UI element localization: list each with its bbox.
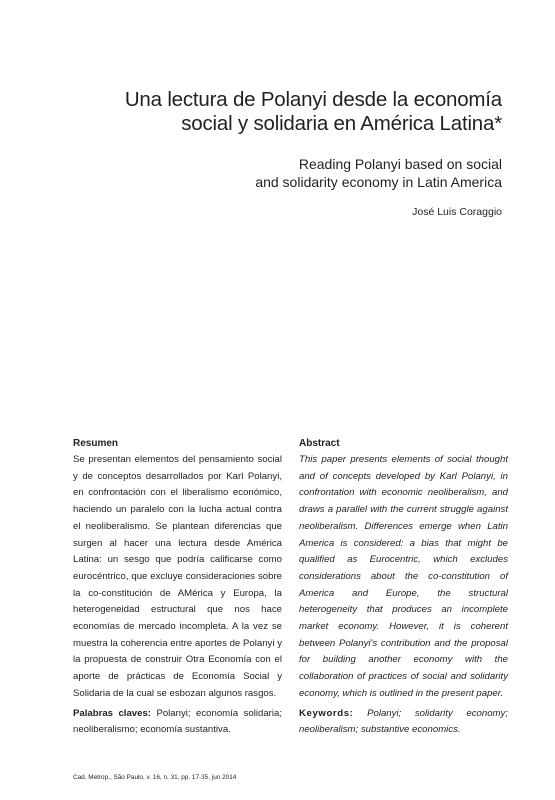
- resumen-heading: Resumen: [73, 438, 119, 449]
- english-title-line-1: Reading Polanyi based on social: [298, 156, 502, 172]
- english-title-line-2: and solidarity economy in Latin America: [255, 174, 502, 190]
- abstract-section: [299, 437, 508, 739]
- resumen-section: [73, 437, 282, 739]
- keywords: [299, 706, 508, 739]
- abstract-body: This paper presents elements of social thought and of concepts developed by Karl Polanyi, in confrontation with economic neoliberalism, and draws a parallel with the current struggle against neoliberalism. Differences emerge when Latin America is considered: a bias that might be qualified as Eurocentric, which excludes considerations about the co-constitution of America and Europe, the structural heterogeneity that produces an incomplete market economy. However, it is coherent between Polanyi's contribution and the proposal for building another economy with the collaboration of practices of social and solidarity economy, which is outlined in the present paper.: [299, 454, 508, 699]
- title-line-2: social y solidaria en América Latina*: [181, 112, 502, 135]
- resumen-body: Se presentan elementos del pensamiento social y de conceptos desarrollados por Karl Polanyi, en confrontación con el liberalismo económico, haciendo un paralelo con la lucha actual contra el neoliberalismo. Se plantean diferencias que surgen al hacer una lectura desde América Latina: un sesgo que podría calificarse como eurocéntrico, que excluye consideraciones sobre la co-constitución de AMérica y Europa, la heterogeneidad estructural que nos hace economías de mercado incompleta. A la vez se muestra la coherencia entre aportes de Polanyi y la propuesta de construir Otra Economía con el aporte de prácticas de Economía Social y Solidaria de la cual se esbozan algunos rasgos.: [73, 454, 282, 699]
- title-line-1: Una lectura de Polanyi desde la economía: [124, 88, 502, 111]
- abstract-heading: Abstract: [299, 438, 340, 449]
- article-title: [62, 88, 502, 136]
- palabras-claves-values: Polanyi; economía solidaria; neoliberalismo; economía sustantiva.: [73, 707, 282, 736]
- article-title-english: [102, 155, 502, 191]
- journal-citation-footer: Cad. Metrop., São Paulo, v. 16, n. 31, pp. 17-35, jun 2014: [73, 774, 237, 781]
- keywords-values: Polanyi; solidarity economy; neoliberalism; substantive economics.: [299, 707, 508, 736]
- author-name: José Luis Coraggio: [412, 206, 502, 218]
- palabras-claves: [73, 706, 282, 739]
- keywords-label: Keywords:: [299, 707, 354, 719]
- palabras-claves-label: Palabras claves:: [73, 707, 151, 719]
